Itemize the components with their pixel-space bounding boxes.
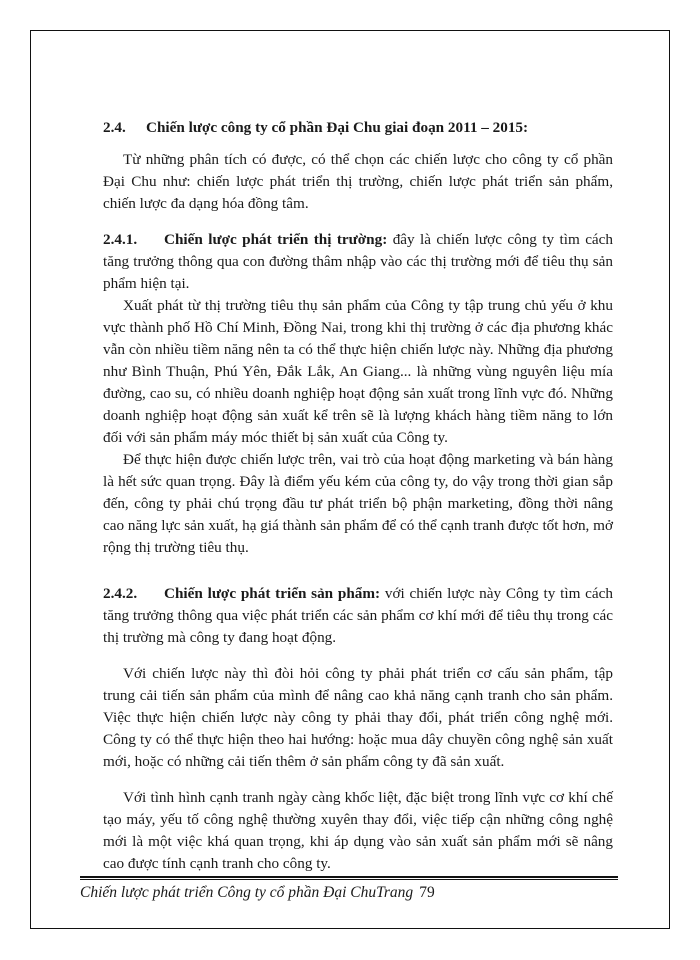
document-body (103, 117, 613, 875)
page-footer (80, 884, 435, 902)
page-number: 79 (419, 884, 435, 901)
subsection-2-number: 2.4.2. (103, 585, 138, 602)
subsection-1-title: Chiến lược phát triển thị trường: (164, 231, 388, 248)
section-intro: Từ những phân tích có được, có thể chọn các chiến lược cho công ty cổ phần Đại Chu như: chiến lược phát triển thị trường, chiến lược phát triển sản phẩm, chiến lược đa dạng hóa đồng tâm. (103, 151, 613, 212)
subsection-2-title: Chiến lược phát triển sản phẩm: (164, 585, 381, 602)
subsection-2-lead-paragraph (103, 583, 613, 649)
subsection-1-paragraph-1: Xuất phát từ thị trường tiêu thụ sản phẩm của Công ty tập trung chủ yếu ở khu vực thành phố Hồ Chí Minh, Đồng Nai, trong khi thị trường ở các địa phương khác vẫn còn nhiều tiềm năng nên ta có thể thực hiện chiến lược này. Những địa phương như Bình Thuận, Phú Yên, Đắk Lắk, An Giang... là những vùng nguyên liệu mía đường, cao su, có nhiều doanh nghiệp hoạt động sản xuất trong lĩnh vực đó. Những doanh nghiệp hoạt động sản xuất kể trên sẽ là lượng khách hàng tiềm năng to lớn đối với sản phẩm máy móc thiết bị sản xuất của Công ty. (103, 297, 613, 446)
subsection-2-lead: với chiến lược này Công ty tìm cách tăng trưởng thông qua việc phát triển các sản phẩm cơ khí mới để tiêu thụ trong các thị trường mà công ty đang hoạt động. (103, 585, 613, 646)
subsection-1-lead: đây là chiến lược công ty tìm cách tăng trưởng thông qua con đường thâm nhập vào các thị trường mới để tiêu thụ sản phẩm hiện tại. (103, 231, 614, 292)
footer-title: Chiến lược phát triển Công ty cổ phần Đại ChuTrang (80, 884, 414, 901)
section-heading (103, 117, 613, 139)
subsection-2-paragraph-2: Với tình hình cạnh tranh ngày càng khốc liệt, đặc biệt trong lĩnh vực cơ khí chế tạo máy, yếu tố công nghệ thường xuyên thay đổi, việc tiếp cận những công nghệ mới là một việc khá quan trọng, khi áp dụng vào sản xuất sản phẩm mới sẽ nâng cao được tính cạnh tranh cho công ty. (103, 789, 613, 872)
subsection-1-paragraph-2: Để thực hiện được chiến lược trên, vai trò của hoạt động marketing và bán hàng là hết sức quan trọng. Đây là điểm yếu kém của công ty, do vậy trong thời gian sắp đến, công ty phải chú trọng đầu tư phát triển bộ phận marketing, đồng thời nâng cao năng lực sản xuất, hạ giá thành sản phẩm để có thể cạnh tranh được tốt hơn, mở rộng thị trường tiêu thụ. (103, 451, 613, 556)
section-number: 2.4. (103, 119, 126, 136)
subsection-1-lead-paragraph (103, 229, 613, 295)
footer-rule (80, 876, 618, 880)
subsection-2-paragraph-1: Với chiến lược này thì đòi hỏi công ty phải phát triển cơ cấu sản phẩm, tập trung cải tiến sản phẩm của mình để nâng cao khả năng cạnh tranh cho sản phẩm. Việc thực hiện chiến lược này công ty phải thay đổi, phát triển công nghệ mới. Công ty có thể thực hiện theo hai hướng: hoặc mua dây chuyền công nghệ sản xuất mới, hoặc có những cải tiến thêm ở sản phẩm công ty đã sản xuất. (103, 665, 613, 770)
section-title: Chiến lược công ty cổ phần Đại Chu giai đoạn 2011 – 2015: (146, 119, 529, 136)
subsection-1-number: 2.4.1. (103, 231, 138, 248)
